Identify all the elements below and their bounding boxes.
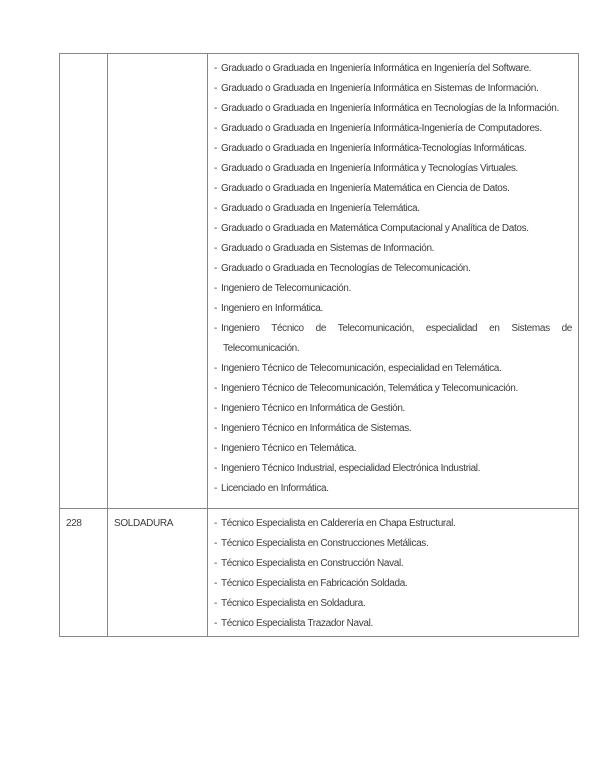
- qualification-text: Ingeniero en Informática.: [220, 303, 323, 314]
- dash-marker: -: [214, 538, 217, 549]
- dash-marker: -: [214, 403, 217, 414]
- qualification-text: Graduado o Graduada en Ingeniería Informática en Ingeniería del Software.: [220, 63, 532, 74]
- dash-marker: -: [214, 423, 217, 434]
- qualifications-table: [59, 53, 579, 637]
- list-item: [214, 534, 572, 554]
- dash-marker: -: [214, 303, 217, 314]
- list-item: [214, 259, 572, 279]
- list-item: [214, 399, 572, 419]
- list-item: [214, 594, 572, 614]
- qualification-text: Ingeniero de Telecomunicación.: [220, 283, 351, 294]
- qualification-text: Ingeniero Técnico de Telecomunicación, especialidad en Telemática.: [220, 363, 502, 374]
- qualification-text: Graduado o Graduada en Ingeniería Informática-Ingeniería de Computadores.: [220, 123, 542, 134]
- qualification-list: [214, 59, 572, 499]
- qualification-text: Técnico Especialista en Construcción Naval.: [220, 558, 404, 569]
- qualification-text: Ingeniero Técnico Industrial, especialidad Electrónica Industrial.: [220, 463, 481, 474]
- list-item: [214, 179, 572, 199]
- list-item: [214, 199, 572, 219]
- qualification-text: Graduado o Graduada en Ingeniería Telemática.: [220, 203, 420, 214]
- table-row-continuation: [60, 54, 579, 509]
- list-item: [214, 574, 572, 594]
- dash-marker: -: [214, 363, 217, 374]
- list-item: [214, 139, 572, 159]
- dash-marker: -: [214, 618, 217, 629]
- list-item: [214, 159, 572, 179]
- qualification-text: Técnico Especialista en Calderería en Chapa Estructural.: [220, 518, 456, 529]
- dash-marker: -: [214, 243, 217, 254]
- qualifications-cell: [208, 54, 579, 509]
- qualifications-cell: [208, 509, 579, 637]
- dash-marker: -: [214, 518, 217, 529]
- qualification-text: Ingeniero Técnico de Telecomunicación, especialidad en Sistemas de Telecomunicación.: [220, 323, 572, 354]
- list-item: [214, 419, 572, 439]
- dash-marker: -: [214, 123, 217, 134]
- qualification-text: Ingeniero Técnico en Informática de Sistemas.: [220, 423, 412, 434]
- qualification-text: Técnico Especialista en Fabricación Soldada.: [220, 578, 408, 589]
- family-cell: [108, 509, 208, 637]
- dash-marker: -: [214, 63, 217, 74]
- qualification-text: Licenciado en Informática.: [220, 483, 329, 494]
- table-row-soldadura: [60, 509, 579, 637]
- list-item: [214, 359, 572, 379]
- dash-marker: -: [214, 323, 217, 334]
- qualification-text: Graduado o Graduada en Ingeniería Informática en Tecnologías de la Información.: [220, 103, 559, 114]
- dash-marker: -: [214, 578, 217, 589]
- dash-marker: -: [214, 283, 217, 294]
- dash-marker: -: [214, 558, 217, 569]
- family-code: 228: [66, 518, 82, 529]
- qualification-text: Graduado o Graduada en Matemática Computacional y Analítica de Datos.: [220, 223, 529, 234]
- list-item: [214, 459, 572, 479]
- list-item: [214, 614, 572, 634]
- qualification-text: Técnico Especialista en Construcciones Metálicas.: [220, 538, 429, 549]
- list-item: [214, 219, 572, 239]
- dash-marker: -: [214, 83, 217, 94]
- dash-marker: -: [214, 483, 217, 494]
- dash-marker: -: [214, 183, 217, 194]
- list-item: [214, 99, 572, 119]
- dash-marker: -: [214, 143, 217, 154]
- list-item: [214, 514, 572, 534]
- family-cell: [108, 54, 208, 509]
- list-item: [214, 119, 572, 139]
- list-item: [214, 299, 572, 319]
- code-cell: [60, 54, 108, 509]
- family-name: SOLDADURA: [114, 518, 174, 529]
- dash-marker: -: [214, 383, 217, 394]
- qualification-list: [214, 514, 572, 634]
- list-item: [214, 79, 572, 99]
- dash-marker: -: [214, 598, 217, 609]
- qualification-text: Ingeniero Técnico de Telecomunicación, Telemática y Telecomunicación.: [220, 383, 518, 394]
- dash-marker: -: [214, 263, 217, 274]
- qualification-text: Graduado o Graduada en Ingeniería Informática y Tecnologías Virtuales.: [220, 163, 518, 174]
- code-cell: [60, 509, 108, 637]
- dash-marker: -: [214, 463, 217, 474]
- qualification-text: Graduado o Graduada en Tecnologías de Telecomunicación.: [220, 263, 471, 274]
- list-item: [214, 439, 572, 459]
- list-item: [214, 479, 572, 499]
- qualification-text: Graduado o Graduada en Sistemas de Información.: [220, 243, 435, 254]
- list-item: [214, 59, 572, 79]
- qualification-text: Técnico Especialista en Soldadura.: [220, 598, 366, 609]
- list-item: [214, 379, 572, 399]
- qualification-text: Ingeniero Técnico en Informática de Gestión.: [220, 403, 405, 414]
- dash-marker: -: [214, 203, 217, 214]
- list-item: [214, 319, 572, 359]
- qualification-text: Técnico Especialista Trazador Naval.: [220, 618, 373, 629]
- list-item: [214, 279, 572, 299]
- dash-marker: -: [214, 163, 217, 174]
- qualification-text: Ingeniero Técnico en Telemática.: [220, 443, 357, 454]
- qualification-text: Graduado o Graduada en Ingeniería Matemática en Ciencia de Datos.: [220, 183, 510, 194]
- list-item: [214, 239, 572, 259]
- list-item: [214, 554, 572, 574]
- dash-marker: -: [214, 103, 217, 114]
- dash-marker: -: [214, 223, 217, 234]
- dash-marker: -: [214, 443, 217, 454]
- qualification-text: Graduado o Graduada en Ingeniería Informática-Tecnologías Informáticas.: [220, 143, 527, 154]
- qualification-text: Graduado o Graduada en Ingeniería Informática en Sistemas de Información.: [220, 83, 539, 94]
